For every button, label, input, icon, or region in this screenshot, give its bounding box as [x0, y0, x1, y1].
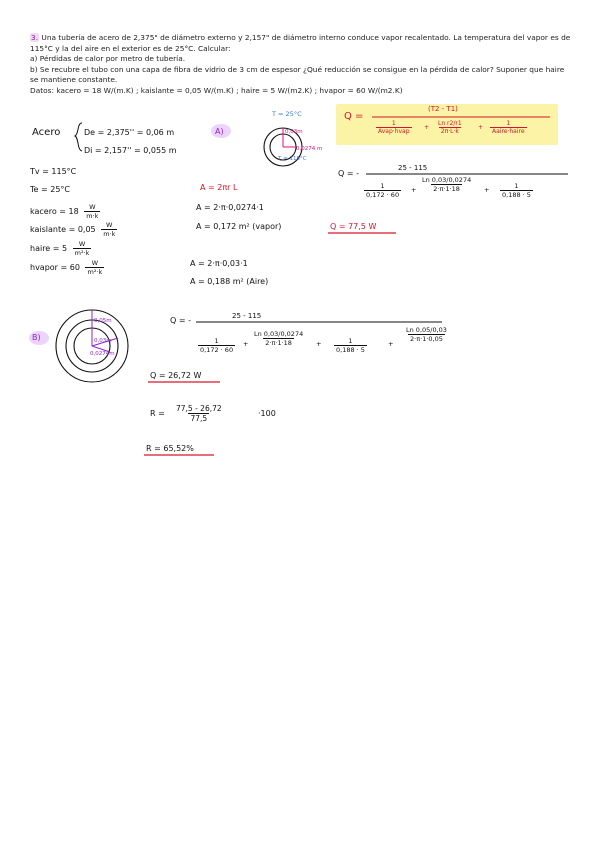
area-air-step: A = 2·π·0,03·1 [190, 259, 248, 268]
reduction-fraction [174, 404, 224, 423]
qb-result-underline [148, 381, 223, 384]
area-formula: A = 2πr L [200, 183, 238, 192]
qa-result: Q = 77,5 W [330, 222, 377, 231]
acero-label: Acero [32, 127, 61, 138]
outer-diameter: De = 2,375'' = 0,06 m [84, 128, 175, 137]
qa-label: Q = - [338, 169, 359, 178]
qb-term-1-num: 1 [214, 337, 219, 345]
qb-term-3-num: 1 [348, 337, 353, 345]
problem-line-3: b) Se recubre el tubo con una capa de fibra de vidrio de 3 cm de espesor ¿Qué reducción se consigue en la pérdida de calor? Suponer que haire se mantiene constante. [30, 64, 565, 85]
problem-statement [30, 33, 575, 97]
reduction-multiplier: ·100 [258, 409, 276, 418]
k-steel-value: kacero = 18 [30, 207, 79, 216]
qb-term-2 [252, 330, 305, 347]
qa-term-1-num: 1 [380, 182, 385, 190]
reduction-result-underline [144, 454, 219, 457]
area-air-result: A = 0,188 m² (Aire) [190, 277, 269, 286]
qa-main-bar [366, 173, 568, 175]
qb-result: Q = 26,72 W [150, 371, 202, 380]
qa-term-2-den: 2·π·1·18 [433, 185, 460, 193]
formula-main-bar [372, 116, 550, 118]
formula-numerator: (T2 - T1) [428, 105, 458, 113]
k-steel-unit [84, 203, 100, 220]
h-steam-value: hvapor = 60 [30, 263, 80, 272]
qa-term-1-den: 0,172 · 60 [366, 191, 400, 199]
part-b-label: B) [32, 333, 41, 342]
qa-plus-2: + [484, 186, 490, 194]
problem-data-line: Datos: kacero = 18 W/(m.K) ; kaislante = 0,05 W/(m.K) ; haire = 5 W/(m2.K) ; hvapor = 60 W/(m2.K) [30, 85, 403, 95]
k-insulation-unit-den: m·k [103, 230, 116, 238]
k-insulation-unit-num: W [106, 221, 113, 229]
area-steam-result: A = 0,172 m² (vapor) [196, 222, 282, 231]
k-steel-unit-num: W [89, 203, 96, 211]
h-steam-unit-den: m²·k [87, 268, 103, 276]
formula-term-3 [490, 120, 527, 135]
formula-term-1-num: 1 [391, 120, 396, 127]
brace-icon [74, 122, 84, 152]
formula-term-1 [376, 120, 412, 135]
diagram-b-radius-1: 0,05m [94, 318, 112, 324]
k-steel-unit-den: m·k [86, 212, 99, 220]
air-temperature: Te = 25°C [30, 185, 71, 194]
qa-term-2-num: Ln 0,03/0,0274 [422, 176, 472, 184]
qa-term-3-num: 1 [514, 182, 519, 190]
diagram-a-inner-temp: T = 115°C [278, 156, 307, 162]
formula-plus-2: + [478, 124, 484, 131]
reduction-denominator: 77,5 [190, 414, 208, 423]
formula-term-2 [436, 120, 464, 135]
h-steam-unit-num: W [91, 259, 99, 267]
diagram-b-radius-2: 0,03m [94, 338, 112, 344]
problem-number: 3. [31, 33, 39, 42]
formula-term-2-num: Ln r2/r1 [438, 120, 462, 127]
formula-q-label: Q = [344, 111, 364, 122]
reduction-numerator: 77,5 - 26,72 [176, 404, 222, 413]
h-air-unit [73, 240, 92, 257]
area-steam-step: A = 2·π·0,0274·1 [196, 203, 264, 212]
qb-term-1 [198, 337, 235, 354]
qa-plus-1: + [411, 186, 417, 194]
k-steel [30, 203, 100, 220]
qb-plus-3: + [388, 340, 394, 348]
qb-plus-2: + [316, 340, 322, 348]
diagram-a-radius-outer: 0,03m [285, 129, 303, 135]
h-steam-unit [85, 259, 104, 276]
qb-plus-1: + [243, 340, 249, 348]
qb-main-bar [196, 321, 442, 323]
pipe-cross-section-b [54, 308, 130, 384]
h-air-value: haire = 5 [30, 244, 68, 253]
k-insulation [30, 221, 117, 238]
formula-term-3-den: Aaire·haire [492, 128, 525, 135]
inner-diameter: Di = 2,157'' = 0,055 m [84, 146, 177, 155]
qb-term-4-den: 2·π·1·0,05 [410, 335, 443, 343]
h-air-unit-num: W [78, 240, 86, 248]
h-steam [30, 259, 104, 276]
formula-plus-1: + [424, 124, 430, 131]
part-a-label: A) [215, 127, 224, 136]
qb-term-2-den: 2·π·1·18 [265, 339, 292, 347]
qb-term-2-num: Ln 0,03/0,0274 [254, 330, 304, 338]
qa-term-2 [420, 176, 473, 193]
formula-term-1-den: Avap·hvap [378, 128, 410, 135]
qb-numerator: 25 - 115 [232, 312, 262, 320]
qb-label: Q = - [170, 316, 191, 325]
h-air-unit-den: m²·k [74, 249, 90, 257]
qb-term-4-num: Ln 0,05/0,03 [406, 326, 447, 334]
qa-numerator: 25 - 115 [398, 164, 428, 172]
k-insulation-unit [101, 221, 117, 238]
qa-term-3 [500, 182, 533, 199]
qb-term-3 [334, 337, 367, 354]
qb-term-1-den: 0,172 · 60 [200, 346, 234, 354]
reduction-result: R = 65,52% [146, 444, 194, 453]
diagram-a-radius-inner: 0,0274 m [296, 146, 323, 152]
qb-term-3-den: 0,188 · 5 [336, 346, 365, 354]
qa-term-3-den: 0,188 · 5 [502, 191, 531, 199]
formula-term-3-num: 1 [506, 120, 511, 127]
problem-line-2: a) Pérdidas de calor por metro de tubería. [30, 54, 186, 64]
diagram-a-outer-temp: T = 25°C [272, 110, 302, 118]
qb-term-4 [404, 326, 449, 343]
qa-result-underline [328, 232, 398, 235]
reduction-label: R = [150, 409, 165, 418]
k-insulation-value: kaislante = 0,05 [30, 225, 96, 234]
h-air [30, 240, 91, 257]
problem-line-1: Una tubería de acero de 2,375" de diámetro externo y 2,157" de diámetro interno conduce vapor recalentado. La temperatura del vapor es de 115°C y la del aire en el exterior es de 25°C. Calcular: [30, 33, 571, 53]
formula-term-2-den: 2π·L·k [440, 128, 459, 135]
steam-temperature: Tv = 115°C [30, 167, 77, 176]
qa-term-1 [364, 182, 401, 199]
diagram-b-radius-3: 0,0274m [90, 351, 115, 357]
